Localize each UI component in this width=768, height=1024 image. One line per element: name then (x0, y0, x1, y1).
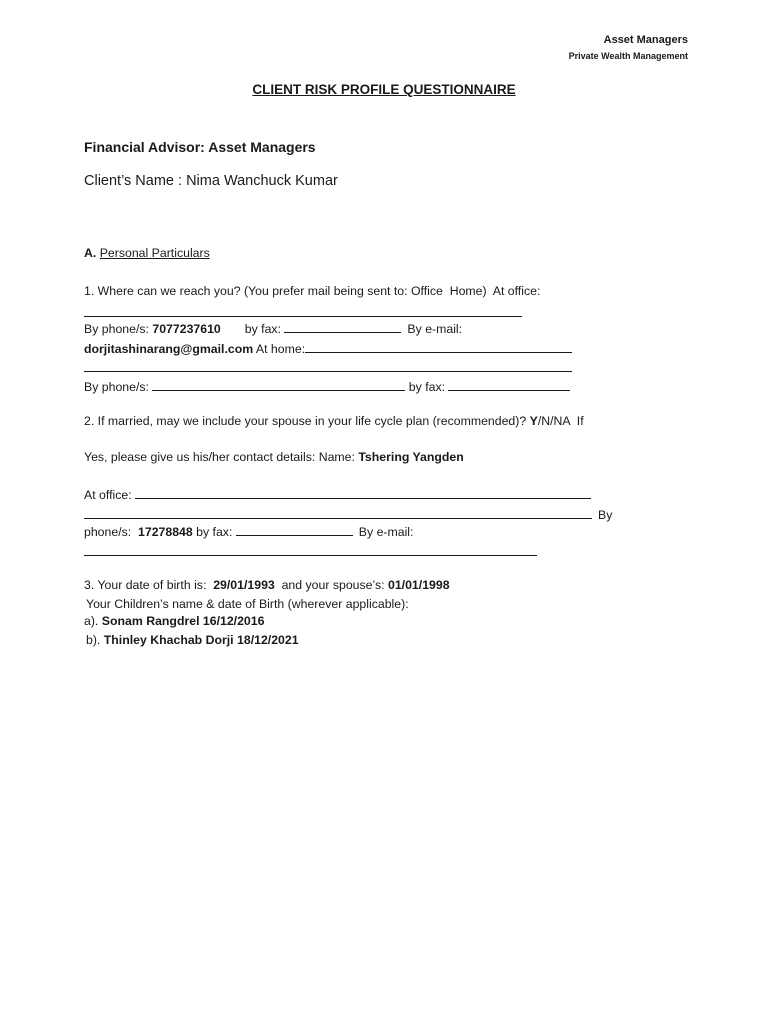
q3-dob-label: 3. Your date of birth is: (84, 578, 214, 592)
q1-email-value: dorjitashinarang@gmail.com (84, 342, 254, 356)
q3-children-label: Your Children’s name & date of Birth (wherever applicable): (86, 597, 409, 611)
q3-child-a-value: Sonam Rangdrel 16/12/2016 (101, 614, 265, 628)
q3-child-b (86, 633, 299, 647)
q2-yn-rest: /N/NA If (537, 414, 584, 428)
q1-fax2-field[interactable] (448, 379, 570, 391)
q3-spouse-dob: 01/01/1998 (388, 578, 450, 592)
advisor-line (84, 139, 316, 155)
header-division: Private Wealth Management (568, 51, 688, 61)
q2-office-field-2[interactable] (84, 507, 592, 519)
section-a-prefix: A. (84, 246, 100, 260)
q2-phone-label: phone/s: (84, 525, 139, 539)
q2-office-label: At office: (84, 488, 136, 502)
q1-fax-label: by fax: (244, 322, 285, 336)
q1-home-label: At home: (253, 342, 306, 356)
q1-phone-label: By phone/s: (84, 322, 153, 336)
section-a-heading (84, 246, 210, 260)
advisor-value: Asset Managers (208, 139, 316, 155)
q1-email-label: By e-mail: (407, 322, 463, 336)
q1-office-line[interactable] (84, 304, 522, 322)
q3-child-b-value: Thinley Khachab Dorji 18/12/2021 (103, 633, 299, 647)
q2-office-line2 (84, 507, 612, 522)
q2-office-field[interactable] (135, 487, 591, 499)
q1-phone-value: 7077237610 (152, 322, 221, 336)
q2-office-row (84, 487, 591, 502)
q1-phone2-label: By phone/s: (84, 380, 153, 394)
q2-phone-row (84, 524, 413, 539)
q2-contact-row (84, 450, 464, 464)
q2-email-label: By e-mail: (358, 525, 414, 539)
q1-phone2-row (84, 379, 570, 394)
q1-fax-field[interactable] (284, 321, 401, 333)
client-name-value: Nima Wanchuck Kumar (186, 173, 338, 189)
q2-yes-answer: Y (529, 414, 538, 428)
section-a-title: Personal Particulars (99, 246, 210, 260)
q1-home-field[interactable] (305, 341, 572, 353)
q1-phone-row (84, 321, 462, 336)
q2-email-line[interactable] (84, 543, 537, 561)
q3-child-a-prefix: a). (84, 614, 102, 628)
q1-home-line2[interactable] (84, 359, 572, 377)
header-company: Asset Managers (603, 34, 688, 46)
q2-text-start: 2. If married, may we include your spouse in your life cycle plan (recommended)? (84, 414, 530, 428)
q3-child-b-prefix: b). (86, 633, 104, 647)
page-title: CLIENT RISK PROFILE QUESTIONNAIRE (252, 82, 516, 97)
q2-phone-value: 17278848 (138, 525, 193, 539)
q2-by-label: By (598, 508, 613, 522)
q3-child-a (84, 614, 264, 628)
client-name-line (84, 173, 338, 189)
q1-text: 1. Where can we reach you? (You prefer mail being sent to: Office Home) At office: (84, 284, 541, 298)
q3-dob-row (84, 578, 450, 592)
client-name-label: Client’s Name : (84, 173, 187, 189)
q1-phone2-field[interactable] (152, 379, 405, 391)
q2-contact-label: Yes, please give us his/her contact details: Name: (84, 450, 359, 464)
q1-email-row (84, 341, 572, 356)
q1-fax2-label: by fax: (405, 380, 449, 394)
advisor-label: Financial Advisor: (84, 139, 209, 155)
q2-spouse-name: Tshering Yangden (358, 450, 464, 464)
q3-spouse-label: and your spouse’s: (274, 578, 388, 592)
q2-text (84, 414, 584, 428)
q2-fax-field[interactable] (236, 524, 353, 536)
q3-dob-value: 29/01/1993 (213, 578, 275, 592)
q2-fax-label: by fax: (192, 525, 236, 539)
